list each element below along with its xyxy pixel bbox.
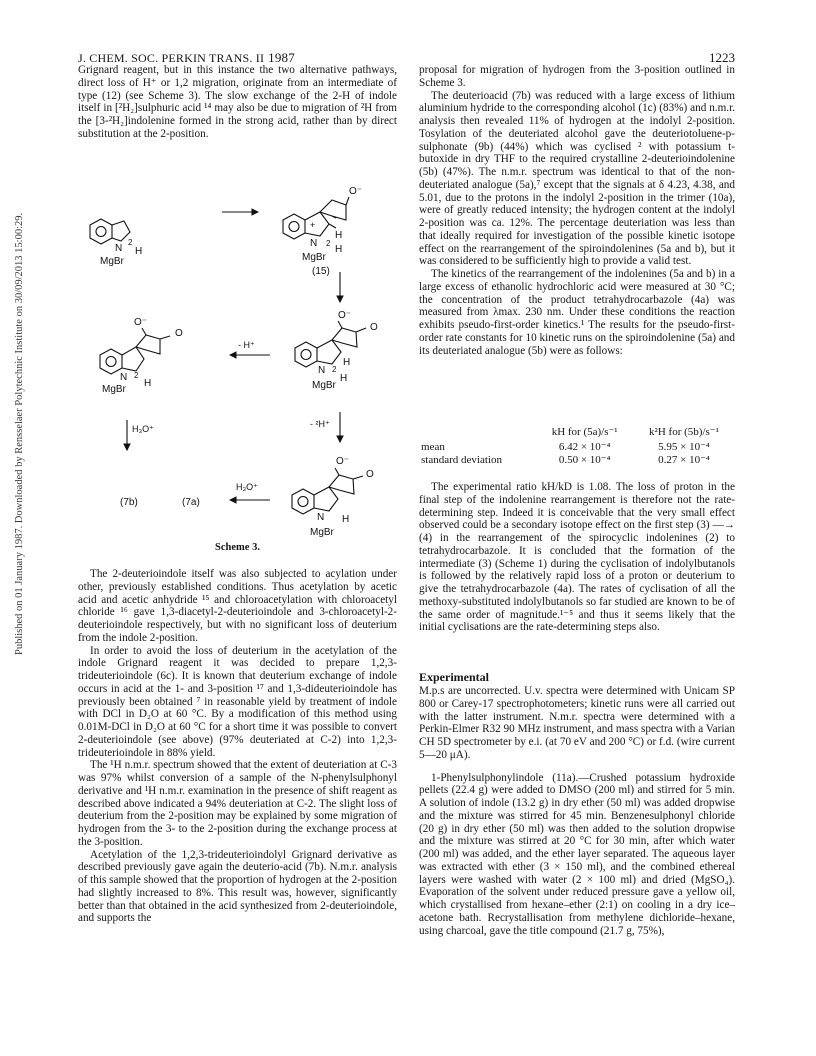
scheme-sup: 2 xyxy=(332,365,337,374)
scheme-mgbr: MgBr xyxy=(310,527,334,538)
experimental-heading: Experimental xyxy=(419,670,489,684)
scheme-mgbr: MgBr xyxy=(102,384,126,395)
scheme-ominus: O⁻ xyxy=(134,317,148,328)
scheme-minus-2h: - ²H⁺ xyxy=(310,419,330,429)
table-header-cell: k²H for (5b)/s⁻¹ xyxy=(649,426,719,438)
download-watermark-text: Published on 01 January 1987. Downloaded by Rensselaer Polytechnic Institute on 30/09/2013 15:00:29. xyxy=(14,212,25,655)
scheme-h: H xyxy=(340,373,348,384)
scheme-mgbr: MgBr xyxy=(312,380,336,391)
table-cell: 6.42 × 10⁻⁴ xyxy=(558,441,611,453)
scheme-n: N xyxy=(310,238,318,249)
download-watermark xyxy=(2,160,25,655)
table-cell: 0.27 × 10⁻⁴ xyxy=(658,454,710,466)
paragraph: proposal for migration of hydrogen from the 3-position outlined in Scheme 3. xyxy=(419,64,735,89)
right-column-top xyxy=(419,64,735,357)
paragraph: The ¹H n.m.r. spectrum showed that the extent of deuteriation at C-3 was 97% whilst conversion of a sample of the N-phenylsulphonyl derivative and ¹H n.m.r. examination in the presence of shift reagent as described above indicated a 94% deuteriation at C-2. The slight loss of deuterium from the 2-position may be explained by some migration of hydrogen from the 3- to the 2-position during the exchange process at the 3-position. xyxy=(78,759,397,848)
scheme-h3o: H₃O⁺ xyxy=(132,424,154,434)
label-7a: (7a) xyxy=(182,497,200,508)
scheme-sup: 2 xyxy=(326,239,331,248)
scheme-h: H xyxy=(343,357,351,368)
paragraph: In order to avoid the loss of deuterium in the acetylation of the indole Grignard reagent it was decided to prepare 1,2,3-trideuterioindole (6c). It is known that deuterium exchange of indole occurs in acid at the 1- and 3-position ¹⁷ and 1,3-dideuterioindole has previously been obtained ⁷ in reasonable yield by treatment of indole with DCl in D₂O at 60 °C. By a modification of this method using 0.01M-DCl in D₂O at 60 °C for a short time it was possible to convert 2-deuterioindole (see above) (97% deuteriated at C-2) into 1,2,3-trideuterioindole in 88% yield. xyxy=(78,644,397,759)
paragraph: The kinetics of the rearrangement of the indolenines (5a and b) in a large excess of ethanolic hydrochloric acid were measured at 30 °C; the concentration of the product tetrahydrocarbazole (4a) was measured from λmax. 230 nm. Under these conditions the reaction exhibits pseudo-first-order kinetics.¹ The results for the pseudo-first-order rate constants for 10 kinetic runs on the spiroindolenine (5a) and its deuteriated analogue (5b) were as follows: xyxy=(419,268,735,357)
scheme-mgbr: MgBr xyxy=(302,252,326,263)
table-cell: mean xyxy=(421,441,445,453)
scheme-h: H xyxy=(342,514,350,525)
scheme-ominus: O⁻ xyxy=(336,456,350,467)
journal-title: J. CHEM. SOC. PERKIN TRANS. II 1987 xyxy=(78,50,295,65)
paragraph: Grignard reagent, but in this instance the two alternative pathways, direct loss of H⁺ or 1,2 migration, originate from an intermediate of type (12) (see Scheme 3). The slow exchange of the 2-H of indole itself in [²H₂]sulphuric acid ¹⁴ may also be due to migration of ²H from the [3-²H₂]indolenine formed in the strong acid, rather than by direct substitution at the 2-position. xyxy=(78,64,397,140)
left-column-intro xyxy=(78,64,397,141)
left-column-body xyxy=(78,568,397,925)
table-header-row xyxy=(419,425,735,441)
scheme-sup: 2 xyxy=(134,371,139,380)
table-cell: 5.95 × 10⁻⁴ xyxy=(658,441,710,453)
scheme-o: O xyxy=(366,469,374,480)
table-header-cell: kH for (5a)/s⁻¹ xyxy=(551,426,618,438)
scheme-h: H xyxy=(335,244,343,255)
label-15: (15) xyxy=(312,266,330,277)
scheme-h3o: H₃O⁺ xyxy=(236,482,258,492)
paragraph: Acetylation of the 1,2,3-trideuterioindolyl Grignard derivative as described previously gave again the deuterio-acid (7b). N.m.r. analysis of this sample showed that the proportion of hydrogen at the 2-position had slightly increased to 8%. This result was, however, significantly better than that obtained in the acid synthesized from 2-deuterioindole, and supports the xyxy=(78,848,397,925)
scheme-3-figure xyxy=(70,150,405,550)
label-7b: (7b) xyxy=(120,497,138,508)
paragraph: The 2-deuterioindole itself was also subjected to acylation under other, previously established conditions. Thus acetylation by acetic acid and acetic anhydride ¹⁵ and chloroacetylation with chloroacetyl chloride ¹⁶ gave 1,3-diacetyl-2-deuterioindole and 3-chloroacetyl-2-deuterioindole respectively, but with no significant loss of deuterium from the indole 2-position. xyxy=(78,568,397,644)
right-column-bottom xyxy=(419,685,735,937)
table-header-cell xyxy=(419,425,536,441)
paragraph: 1-Phenylsulphonylindole (11a).—Crushed potassium hydroxide pellets (22.4 g) were added to DMSO (200 ml) and stirred for 5 min. A solution of indole (13.2 g) in dry ether (50 ml) was added dropwise and the mixture was stirred for 45 min. Benzenesulphonyl chloride (20 g) in dry ether (50 ml) was then added to the solution dropwise and the mixture was stirred at 20 °C for 30 min, after which water (200 ml) was added, and the ether layer separated. The aqueous layer was extracted with ether (3 × 150 ml), and the combined ethereal layers were washed with water (2 × 100 ml) and dried (MgSO₄). Evaporation of the solvent under reduced pressure gave a yellow oil, which crystallised from hexane–ether (2:1) on cooling in a dry ice–acetone bath. Recrystallisation from methylene dichloride–hexane, using charcoal, gave the title compound (21.7 g, 75%), xyxy=(419,771,735,937)
right-column-mid xyxy=(419,481,735,634)
scheme-ominus: O⁻ xyxy=(338,310,352,321)
scheme-h: H xyxy=(335,230,343,241)
scheme-n: N xyxy=(120,372,128,383)
table-cell: standard deviation xyxy=(421,454,502,466)
scheme-n: N xyxy=(318,365,326,376)
scheme-h: H xyxy=(144,378,152,389)
table-row xyxy=(419,441,735,454)
scheme-minus-h: - H⁺ xyxy=(238,340,255,350)
table-cell: 0.50 × 10⁻⁴ xyxy=(558,454,611,466)
journal-year: 1987 xyxy=(268,50,295,65)
scheme-o: O xyxy=(175,328,183,339)
rate-constants-table xyxy=(419,425,735,467)
paragraph: The deuterioacid (7b) was reduced with a large excess of lithium aluminium hydride to the corresponding alcohol (1c) (83%) and n.m.r. analysis then revealed 11% of hydrogen at the indolyl 2-position. Tosylation of the deuteriated alcohol gave the deuteriotoluene-p-sulphonate (9b) (44%) which was cyclised ² with potassium t-butoxide in dry THF to the required crystalline 2-deuterioindolenine (5b) (47%). The n.m.r. spectrum was identical to that of the non-deuteriated analogue (5a),⁷ except that the signals at δ 4.23, 4.38, and 5.01, due to the protons in the indolyl 2-position in the trimer (10a), were of greatly reduced intensity; the hydrogen content at the indolyl 2-position was ca. 12%. The percentage deuteriation was less than that ideally required for investigation of the possible kinetic isotope effect on the rearrangement of the spiroindolenines (5a and b), but it was considered to be sufficiently high to provide a valid test. xyxy=(419,89,735,268)
table-row xyxy=(419,454,735,467)
scheme-h: H xyxy=(135,246,143,257)
paragraph: M.p.s are uncorrected. U.v. spectra were determined with Unicam SP 800 or Carey-17 spectrophotometers; kinetic runs were all carried out with the latter instrument. N.m.r. spectra were determined with a Perkin-Elmer R32 90 MHz instrument, and mass spectra with a Varian CH 5D spectrometer by e.i. (at 70 eV and 200 °C) or f.d. (wire current 5—20 μA). xyxy=(419,685,735,761)
scheme-n: N xyxy=(115,243,123,254)
scheme-n: N xyxy=(317,512,325,523)
scheme-sup: 2 xyxy=(128,238,133,247)
page-number: 1223 xyxy=(709,50,735,65)
scheme-ominus: O⁻ xyxy=(349,186,363,197)
scheme-o: O xyxy=(370,322,378,333)
scheme-mgbr: MgBr xyxy=(100,256,124,267)
scheme-caption: Scheme 3. xyxy=(215,542,260,553)
scheme-plus: + xyxy=(310,220,316,230)
paragraph: The experimental ratio kH/kD is 1.08. The loss of proton in the final step of the indolenine rearrangement is therefore not the rate-determining step. Indeed it is conceivable that the very small effect observed could be a secondary isotope effect on the first step (3) —→ (4) in the rearrangement of the spirocyclic indolenines (2) to tetrahydrocarbazole. It is concluded that the formation of the intermediate (3) (Scheme 1) during the cyclisation of indolylbutanols is followed by the relatively rapid loss of a proton or deuterium to give the tetrahydrocarbazole (4a). The rates of cyclisation of all the methoxy-substituted indolylbutanols so far studied are known to be of the same order of magnitude.¹⁻⁵ and thus it seems likely that the initial cyclisations are the rate-determining steps also. xyxy=(419,481,735,634)
